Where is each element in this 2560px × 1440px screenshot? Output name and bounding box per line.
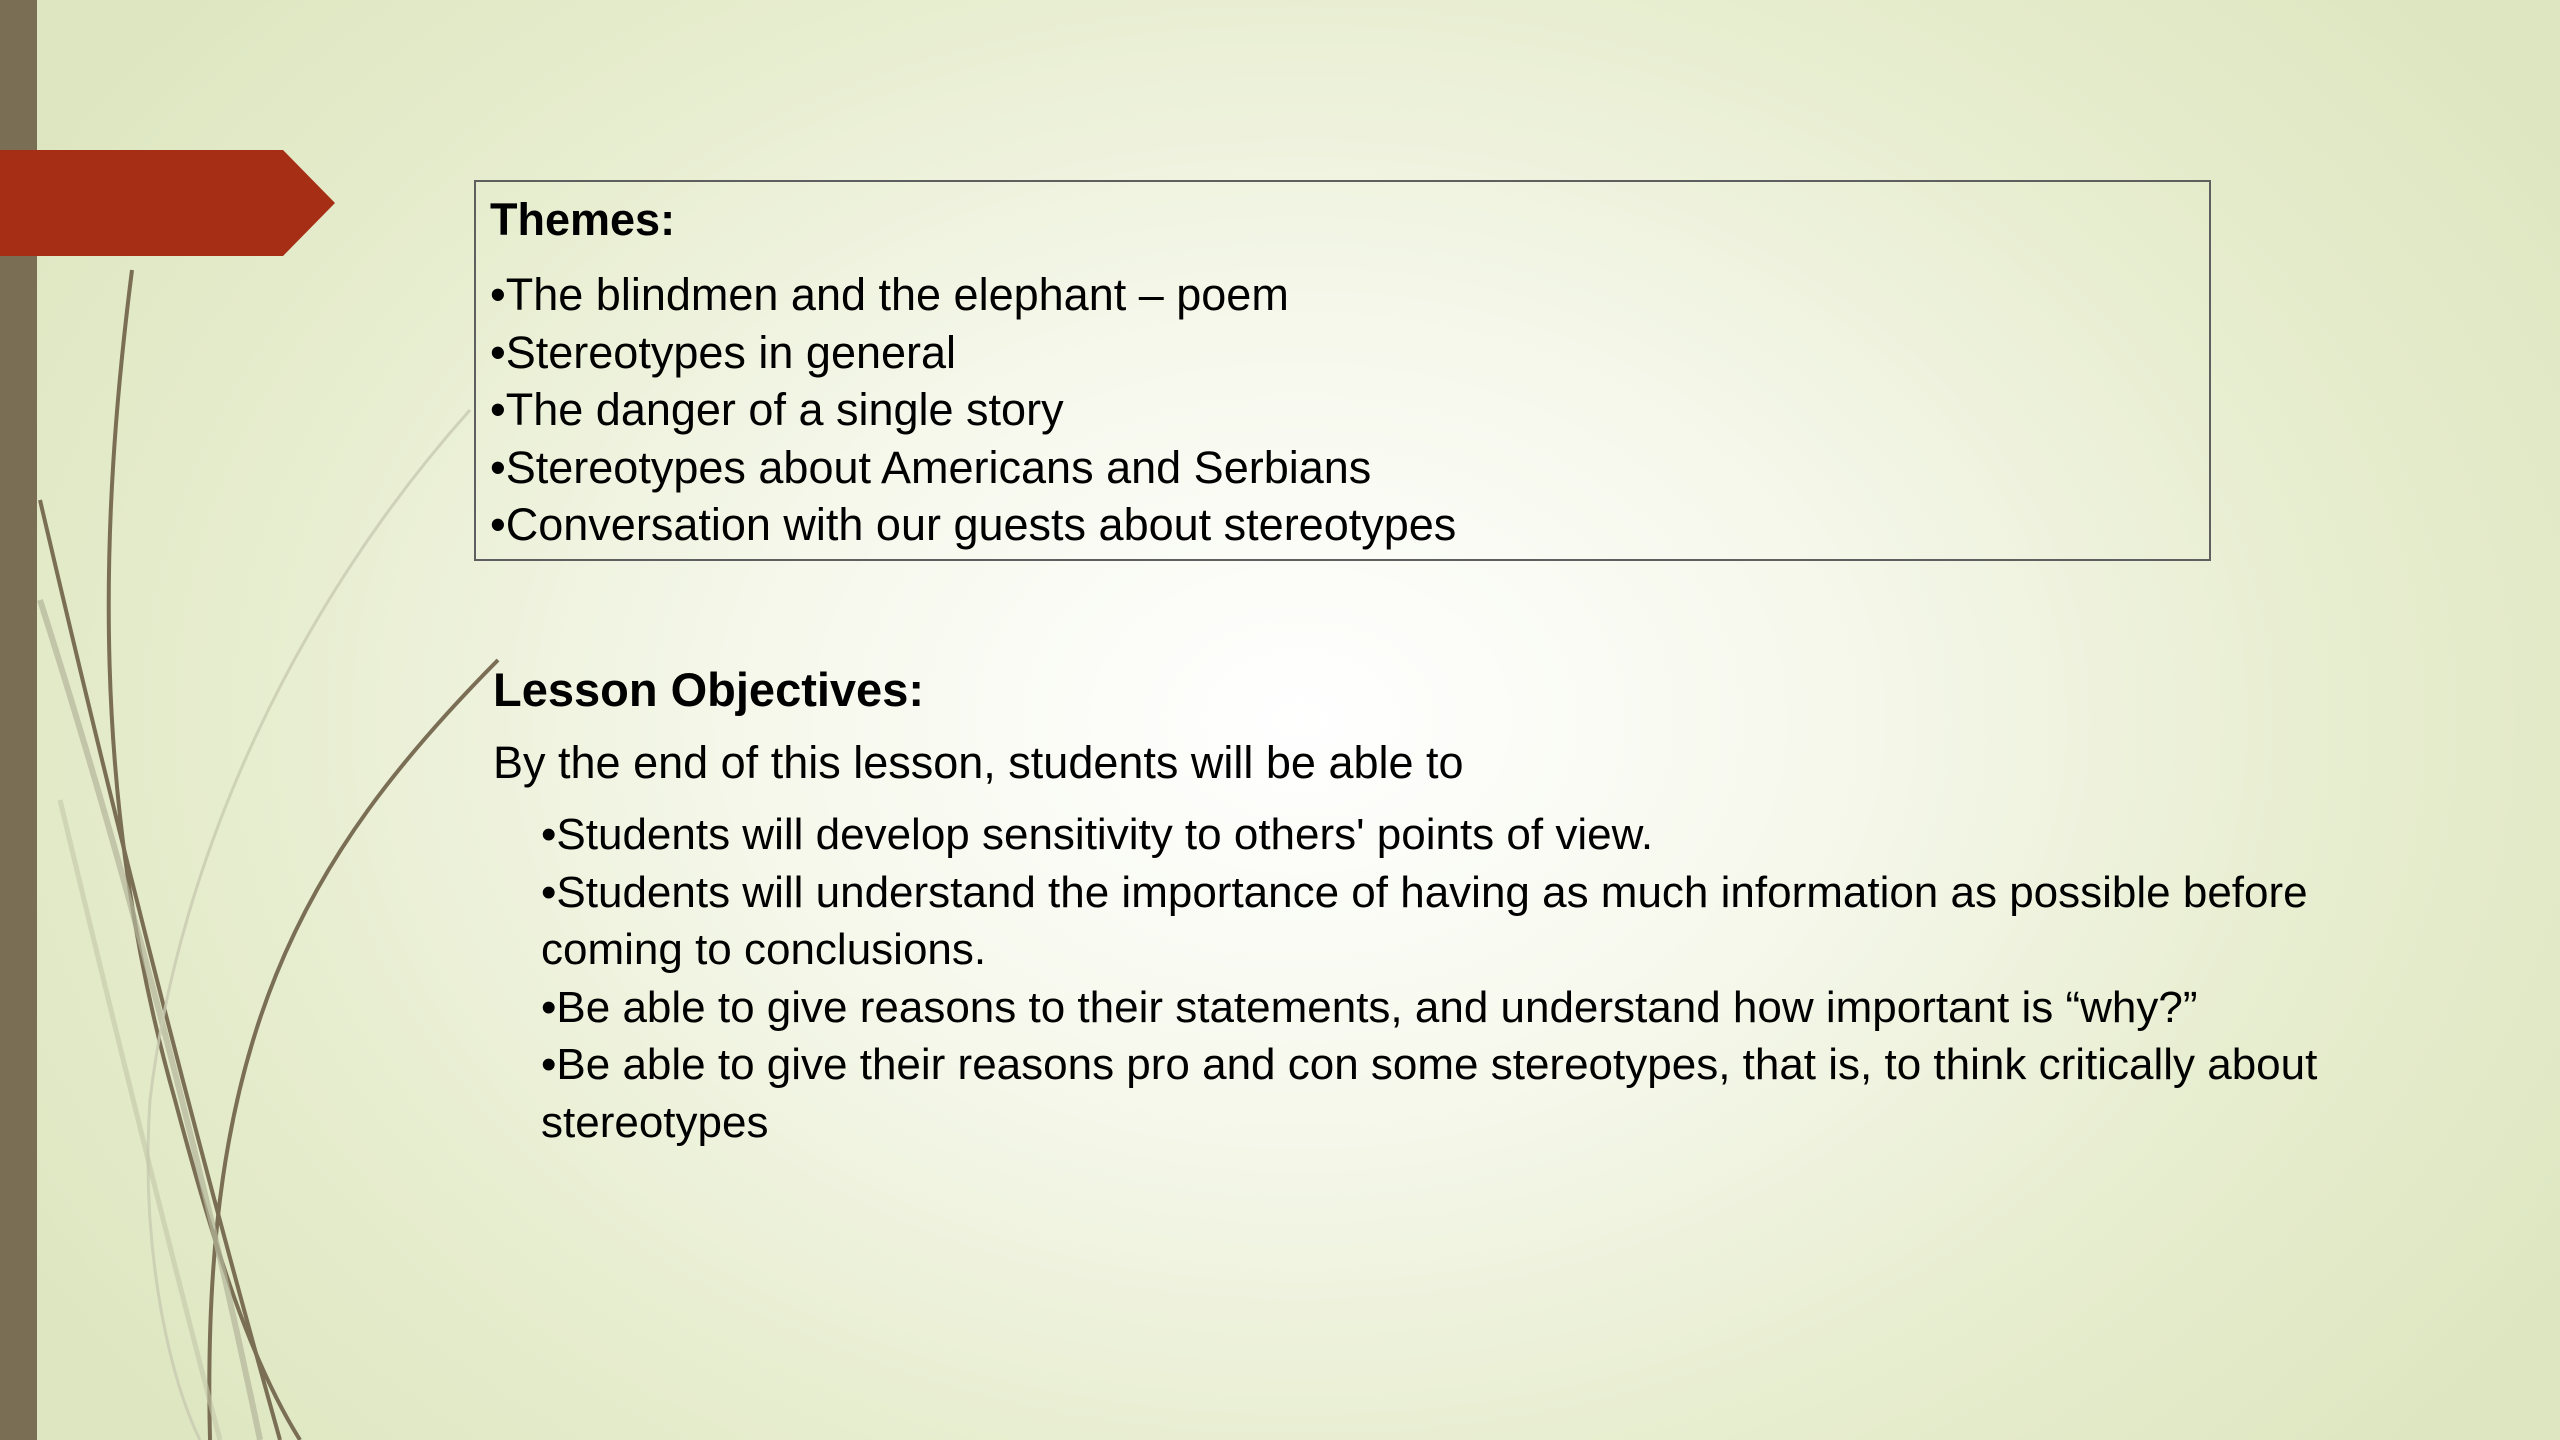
objectives-heading: Lesson Objectives: (493, 663, 924, 716)
themes-box (474, 180, 2211, 561)
themes-item: •Stereotypes in general (490, 326, 957, 378)
lesson-objectives (493, 660, 2393, 1151)
themes-item: •The danger of a single story (490, 384, 1064, 435)
objectives-intro: By the end of this lesson, students will be able to (493, 737, 1464, 788)
objective-item: •Be able to give their reasons pro and con some stereotypes, that is, to think critically about stereotypes (541, 1040, 2318, 1147)
themes-item: •Stereotypes about Americans and Serbians (490, 441, 1372, 493)
objective-item: •Be able to give reasons to their statements, and understand how important is “why?” (541, 982, 2198, 1032)
themes-heading: Themes: (490, 194, 676, 245)
objectives-list (493, 806, 2393, 1151)
themes-item: •Conversation with our guests about stereotypes (490, 499, 1457, 550)
objective-item: •Students will develop sensitivity to others' points of view. (541, 810, 1654, 859)
title-ribbon (0, 150, 335, 256)
objective-item: •Students will understand the importance of having as much information as possible before coming to conclusions. (541, 867, 2308, 974)
themes-item: •The blindmen and the elephant – poem (490, 269, 1289, 320)
themes-list (490, 266, 2195, 554)
